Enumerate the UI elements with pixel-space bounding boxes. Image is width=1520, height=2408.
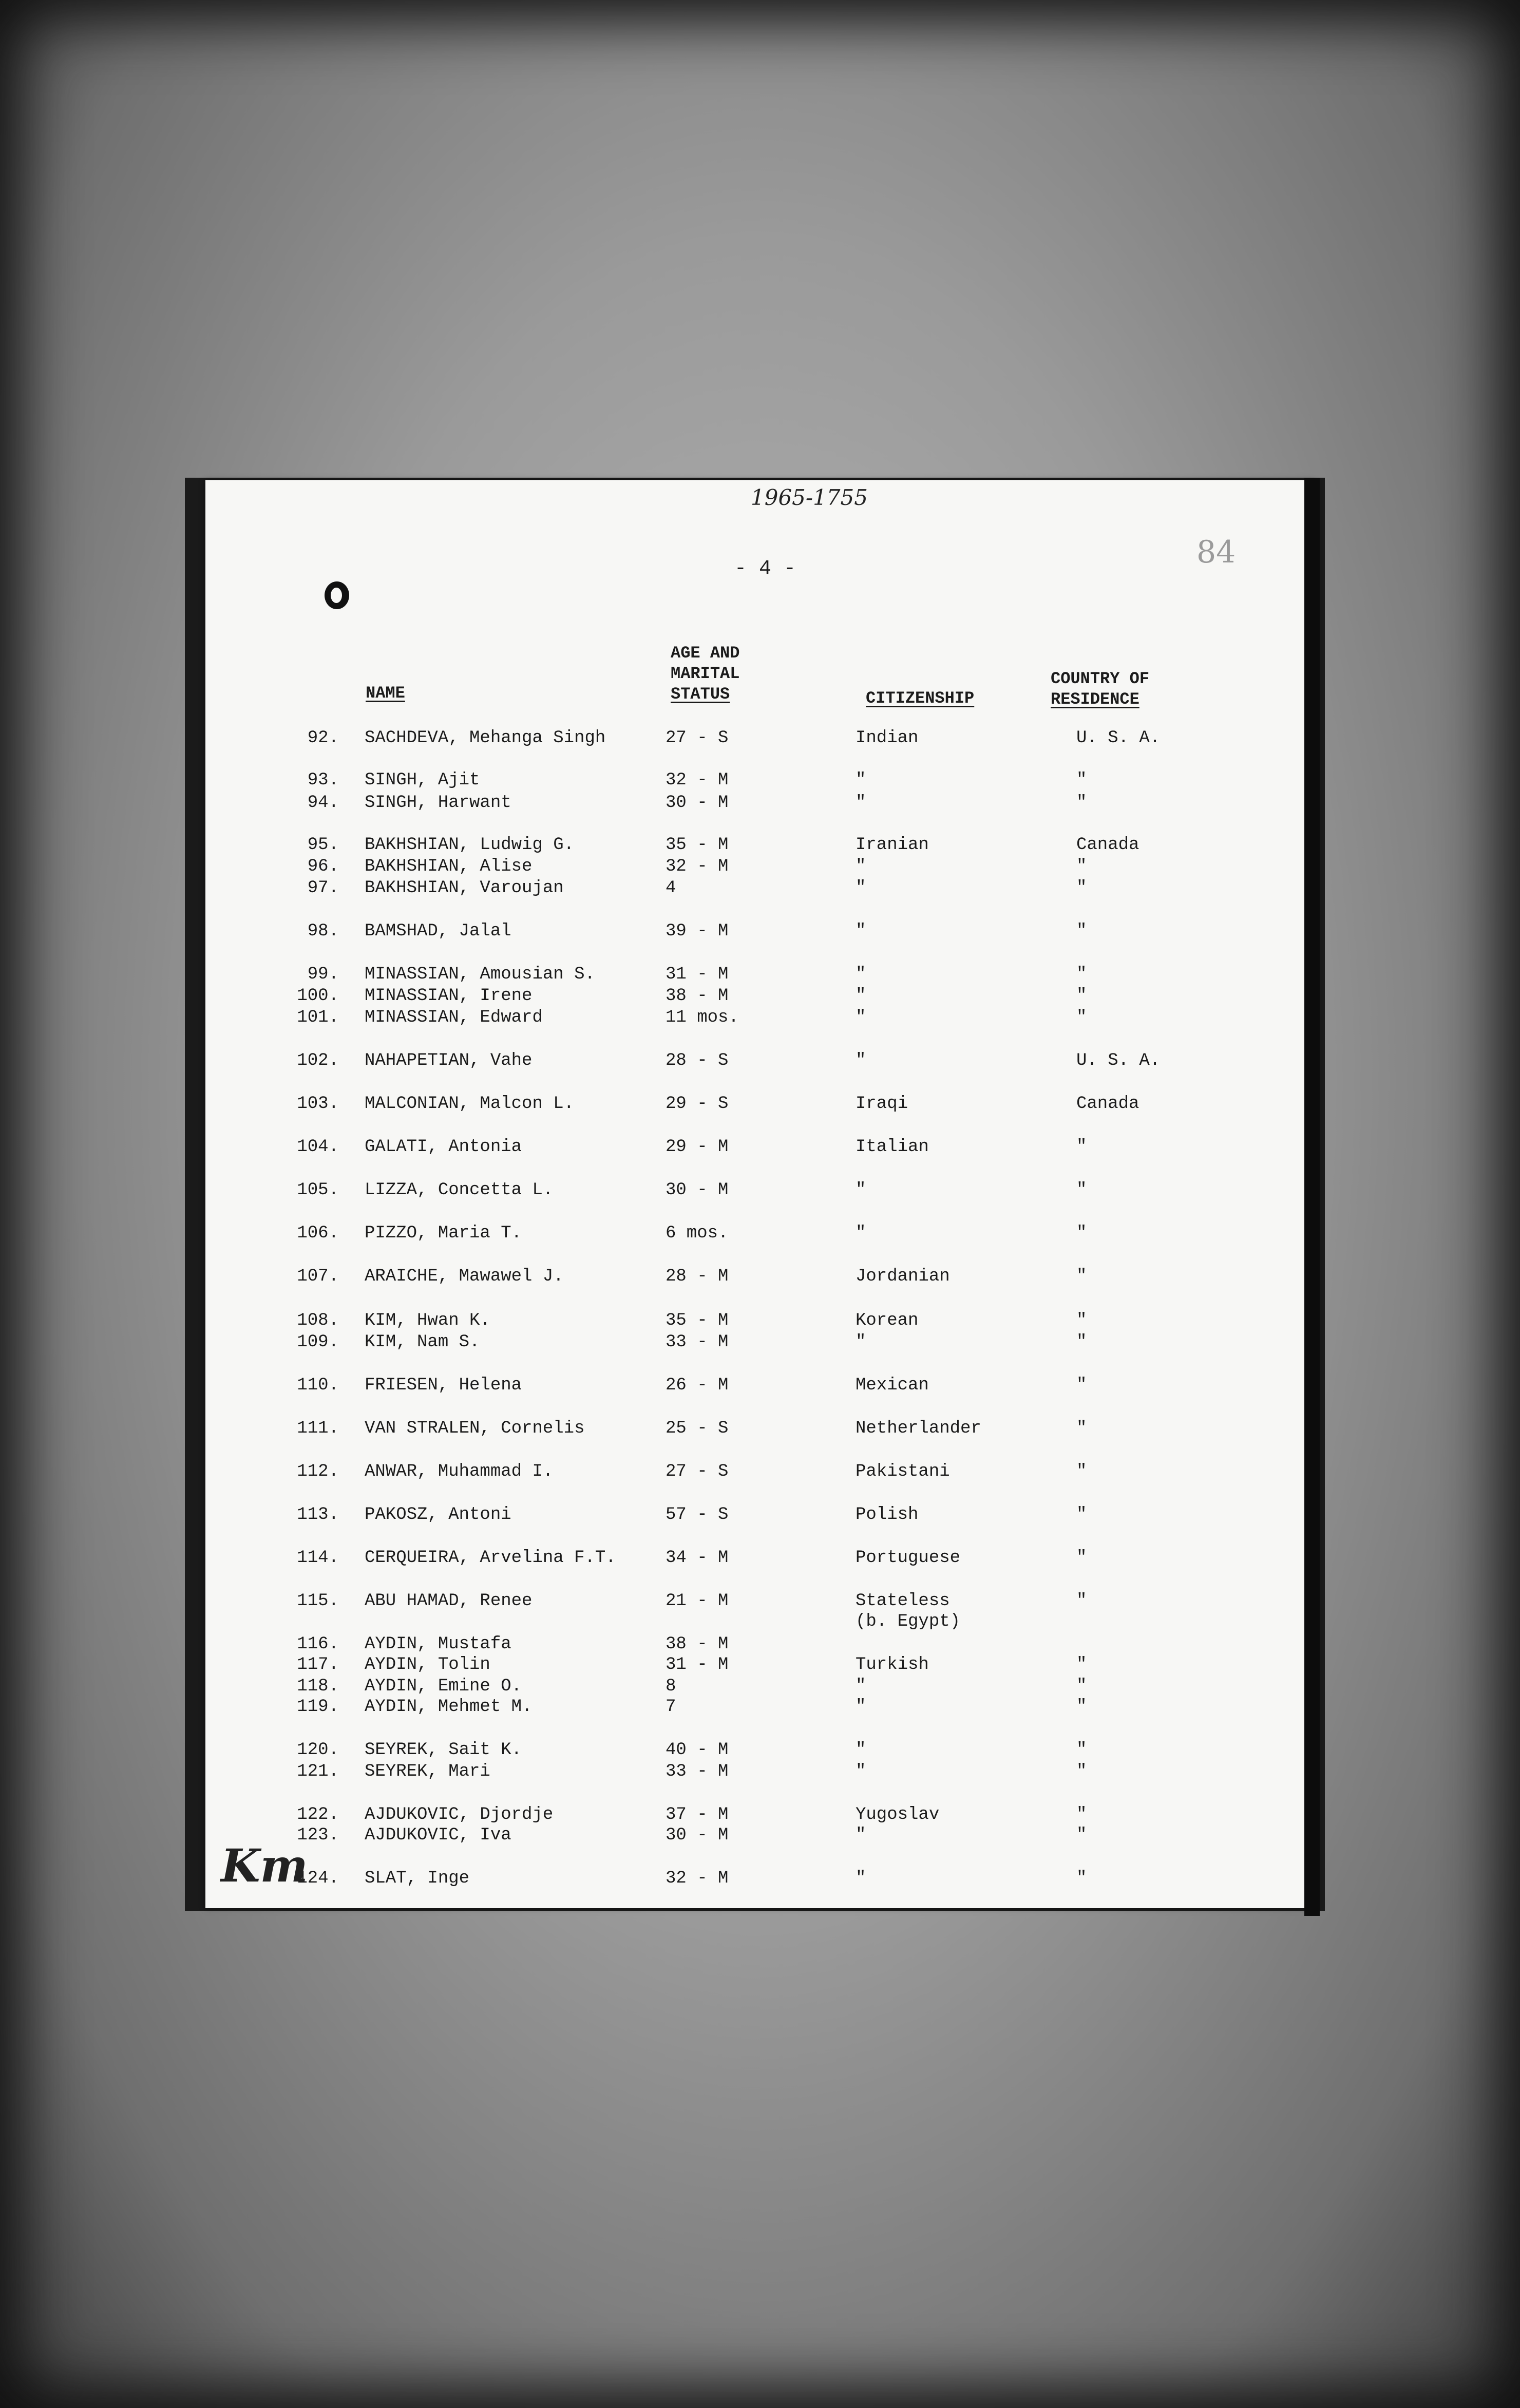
cell-res: ": [1076, 1419, 1087, 1438]
cell-age: 8: [666, 1677, 676, 1696]
cell-age: 27 - S: [666, 728, 729, 748]
handwritten-top-note: 1965-1755: [751, 485, 868, 510]
table-row: [0, 1052, 1520, 1073]
col-header-citizenship: CITIZENSHIP: [866, 689, 975, 708]
cell-age: 35 - M: [666, 1311, 729, 1330]
cell-cit: ": [856, 1869, 866, 1888]
col-header-age-1: AGE AND: [671, 644, 740, 663]
cell-res: ": [1076, 1332, 1087, 1352]
cell-res: ": [1076, 1224, 1087, 1243]
cell-res: ": [1076, 1697, 1087, 1717]
cell-cit: ": [856, 1224, 866, 1243]
cell-name: AYDIN, Tolin: [365, 1655, 490, 1675]
cell-res: ": [1076, 770, 1087, 790]
table-row: [0, 1138, 1520, 1159]
cell-num: 121.: [297, 1762, 339, 1781]
cell-num: 94.: [307, 793, 339, 813]
table-row: [0, 1592, 1520, 1613]
cell-num: 98.: [307, 921, 339, 941]
cell-name: FRIESEN, Helena: [365, 1376, 522, 1395]
table-row: [0, 1506, 1520, 1527]
cell-res: Canada: [1076, 1094, 1139, 1114]
table-row: [0, 1549, 1520, 1570]
cell-age: 38 - M: [666, 1634, 729, 1654]
table-row: [0, 1806, 1520, 1827]
cell-cit: ": [856, 1740, 866, 1760]
col-header-residence-2: RESIDENCE: [1051, 690, 1139, 709]
col-header-age-2: MARITAL: [671, 664, 740, 683]
cell-num: 116.: [297, 1634, 339, 1654]
table-row: [0, 858, 1520, 878]
cell-age: 33 - M: [666, 1762, 729, 1781]
cell-age: 30 - M: [666, 1826, 729, 1845]
cell-age: 31 - M: [666, 965, 729, 984]
cell-res: ": [1076, 1591, 1087, 1611]
cell-num: 109.: [297, 1332, 339, 1352]
cell-res: ": [1076, 1869, 1087, 1888]
cell-cit: ": [856, 986, 866, 1006]
cell-res: ": [1076, 986, 1087, 1006]
cell-res: ": [1076, 921, 1087, 941]
table-row: [0, 1312, 1520, 1332]
cell-name: BAMSHAD, Jalal: [365, 921, 511, 941]
cell-name: KIM, Hwan K.: [365, 1311, 490, 1330]
cell-num: 102.: [297, 1051, 339, 1070]
cell-name: MINASSIAN, Amousian S.: [365, 965, 595, 984]
table-row: [0, 879, 1520, 900]
cell-name: ANWAR, Muhammad I.: [365, 1462, 554, 1481]
cell-res: ": [1076, 1805, 1087, 1824]
table-row: [0, 1095, 1520, 1116]
stamp-number: 84: [1196, 534, 1236, 570]
cell-name: NAHAPETIAN, Vahe: [365, 1051, 533, 1070]
cell-name: SEYREK, Mari: [365, 1762, 490, 1781]
cell-age: 26 - M: [666, 1376, 729, 1395]
cell-cit: ": [856, 1677, 866, 1696]
cell-name: VAN STRALEN, Cornelis: [365, 1419, 585, 1438]
cell-cit: ": [856, 1826, 866, 1845]
cell-age: 30 - M: [666, 1180, 729, 1200]
cell-name: MINASSIAN, Irene: [365, 986, 533, 1006]
cell-num: 104.: [297, 1137, 339, 1157]
cell-name: GALATI, Antonia: [365, 1137, 522, 1157]
cell-name: KIM, Nam S.: [365, 1332, 480, 1352]
cell-res: ": [1076, 1655, 1087, 1675]
cell-cit: Portuguese: [856, 1548, 961, 1568]
table-row: [0, 1741, 1520, 1762]
cell-res: ": [1076, 1267, 1087, 1286]
cell-res: U. S. A.: [1076, 1051, 1161, 1070]
cell-age: 11 mos.: [666, 1008, 739, 1027]
table-row: [0, 1698, 1520, 1719]
table-row: [0, 966, 1520, 986]
cell-res: ": [1076, 1008, 1087, 1027]
cell-cit: ": [856, 1008, 866, 1027]
cell-num: 101.: [297, 1008, 339, 1027]
cell-res: ": [1076, 1376, 1087, 1395]
cell-cit: ": [856, 857, 866, 876]
cell-name: SEYREK, Sait K.: [365, 1740, 522, 1760]
cell-num: 103.: [297, 1094, 339, 1114]
cell-res: U. S. A.: [1076, 728, 1161, 748]
cell-cit: Mexican: [856, 1376, 929, 1395]
cell-num: 118.: [297, 1677, 339, 1696]
col-header-name: NAME: [366, 684, 405, 703]
cell-name: CERQUEIRA, Arvelina F.T.: [365, 1548, 616, 1568]
cell-res: ": [1076, 965, 1087, 984]
cell-name: LIZZA, Concetta L.: [365, 1180, 554, 1200]
cell-age: 37 - M: [666, 1805, 729, 1824]
cell-num: 96.: [307, 857, 339, 876]
cell-age: 35 - M: [666, 835, 729, 855]
col-header-age-3: STATUS: [671, 685, 730, 704]
cell-cit: Italian: [856, 1137, 929, 1157]
table-row: [0, 1225, 1520, 1245]
cell-num: 97.: [307, 878, 339, 898]
page-number: - 4 -: [734, 557, 796, 580]
cell-cit: ": [856, 1051, 866, 1070]
cell-num: 114.: [297, 1548, 339, 1568]
cell-name: MALCONIAN, Malcon L.: [365, 1094, 575, 1114]
table-row: [0, 836, 1520, 857]
table-row: [0, 794, 1520, 815]
cell-num: 110.: [297, 1376, 339, 1395]
cell-name: MINASSIAN, Edward: [365, 1008, 543, 1027]
cell-cit: ": [856, 1332, 866, 1352]
cell-num: 92.: [307, 728, 339, 748]
cell-num: 115.: [297, 1591, 339, 1611]
cell-age: 32 - M: [666, 770, 729, 790]
cell-age: 21 - M: [666, 1591, 729, 1611]
cell-cit: Polish: [856, 1505, 919, 1525]
cell-res: Canada: [1076, 835, 1139, 855]
table-row: [0, 1420, 1520, 1440]
cell-name: BAKHSHIAN, Ludwig G.: [365, 835, 575, 855]
cell-cit: ": [856, 921, 866, 941]
cell-name: BAKHSHIAN, Alise: [365, 857, 533, 876]
cell-cit: ": [856, 770, 866, 790]
cell-age: 34 - M: [666, 1548, 729, 1568]
cell-cit: Jordanian: [856, 1267, 950, 1286]
cell-num: 122.: [297, 1805, 339, 1824]
cell-age: 25 - S: [666, 1419, 729, 1438]
cell-num: 124.: [297, 1869, 339, 1888]
cell-num: 99.: [307, 965, 339, 984]
table-row: [0, 1181, 1520, 1202]
table-row: [0, 1763, 1520, 1783]
cell-num: 100.: [297, 986, 339, 1006]
cell-cit: Netherlander: [856, 1419, 981, 1438]
table-row: [0, 1009, 1520, 1029]
table-row: [0, 1333, 1520, 1354]
cell-res: ": [1076, 878, 1087, 898]
table-row: [0, 1268, 1520, 1288]
cell-age: 57 - S: [666, 1505, 729, 1525]
cell-cit: Iraqi: [856, 1094, 908, 1114]
table-row: [0, 1678, 1520, 1698]
table-row: [0, 729, 1520, 750]
cell-age: 40 - M: [666, 1740, 729, 1760]
cell-cit: Turkish: [856, 1655, 929, 1675]
handwritten-initials: Km: [221, 1839, 308, 1892]
cell-name: SINGH, Ajit: [365, 770, 480, 790]
cell-num: 105.: [297, 1180, 339, 1200]
cell-age: 28 - S: [666, 1051, 729, 1070]
table-row: [0, 1656, 1520, 1677]
table-row: [0, 923, 1520, 943]
cell-cit: Pakistani: [856, 1462, 950, 1481]
cell-cit: (b. Egypt): [856, 1612, 961, 1631]
cell-res: ": [1076, 793, 1087, 813]
cell-res: ": [1076, 857, 1087, 876]
cell-cit: ": [856, 878, 866, 898]
cell-age: 29 - M: [666, 1137, 729, 1157]
cell-num: 93.: [307, 770, 339, 790]
cell-res: ": [1076, 1826, 1087, 1845]
cell-age: 32 - M: [666, 1869, 729, 1888]
table-row: [0, 1377, 1520, 1397]
cell-cit: ": [856, 1697, 866, 1717]
cell-age: 38 - M: [666, 986, 729, 1006]
cell-cit: ": [856, 1762, 866, 1781]
cell-name: ARAICHE, Mawawel J.: [365, 1267, 564, 1286]
cell-age: 29 - S: [666, 1094, 729, 1114]
cell-res: ": [1076, 1311, 1087, 1330]
cell-cit: Yugoslav: [856, 1805, 940, 1824]
cell-cit: ": [856, 1180, 866, 1200]
cell-res: ": [1076, 1740, 1087, 1760]
cell-age: 4: [666, 878, 676, 898]
cell-res: ": [1076, 1548, 1087, 1568]
cell-cit: Stateless: [856, 1591, 950, 1611]
cell-name: BAKHSHIAN, Varoujan: [365, 878, 564, 898]
cell-name: SACHDEVA, Mehanga Singh: [365, 728, 606, 748]
cell-age: 32 - M: [666, 857, 729, 876]
cell-num: 111.: [297, 1419, 339, 1438]
cell-num: 120.: [297, 1740, 339, 1760]
cell-cit: ": [856, 965, 866, 984]
cell-age: 27 - S: [666, 1462, 729, 1481]
cell-res: ": [1076, 1677, 1087, 1696]
cell-age: 39 - M: [666, 921, 729, 941]
cell-name: SINGH, Harwant: [365, 793, 511, 813]
cell-cit: ": [856, 793, 866, 813]
cell-name: PAKOSZ, Antoni: [365, 1505, 511, 1525]
cell-name: AYDIN, Emine O.: [365, 1677, 522, 1696]
cell-name: PIZZO, Maria T.: [365, 1224, 522, 1243]
col-header-residence-1: COUNTRY OF: [1051, 669, 1150, 688]
cell-res: ": [1076, 1462, 1087, 1481]
cell-num: 123.: [297, 1826, 339, 1845]
cell-num: 117.: [297, 1655, 339, 1675]
cell-num: 108.: [297, 1311, 339, 1330]
cell-age: 31 - M: [666, 1655, 729, 1675]
cell-res: ": [1076, 1762, 1087, 1781]
cell-name: AYDIN, Mustafa: [365, 1634, 511, 1654]
cell-age: 7: [666, 1697, 676, 1717]
cell-num: 119.: [297, 1697, 339, 1717]
cell-age: 30 - M: [666, 793, 729, 813]
cell-age: 6 mos.: [666, 1224, 729, 1243]
cell-name: ABU HAMAD, Renee: [365, 1591, 533, 1611]
cell-name: SLAT, Inge: [365, 1869, 470, 1888]
cell-cit: Iranian: [856, 835, 929, 855]
table-row: [0, 987, 1520, 1008]
table-row: [0, 772, 1520, 792]
cell-res: ": [1076, 1137, 1087, 1157]
cell-num: 112.: [297, 1462, 339, 1481]
cell-num: 107.: [297, 1267, 339, 1286]
punch-hole: [325, 581, 349, 609]
cell-age: 33 - M: [666, 1332, 729, 1352]
table-row: [0, 1613, 1520, 1633]
cell-res: ": [1076, 1505, 1087, 1525]
cell-num: 106.: [297, 1224, 339, 1243]
cell-cit: Korean: [856, 1311, 919, 1330]
table-row: [0, 1463, 1520, 1483]
cell-res: ": [1076, 1180, 1087, 1200]
cell-name: AJDUKOVIC, Iva: [365, 1826, 511, 1845]
cell-name: AYDIN, Mehmet M.: [365, 1697, 533, 1717]
cell-name: AJDUKOVIC, Djordje: [365, 1805, 554, 1824]
cell-num: 113.: [297, 1505, 339, 1525]
cell-age: 28 - M: [666, 1267, 729, 1286]
table-row: [0, 1635, 1520, 1656]
cell-num: 95.: [307, 835, 339, 855]
cell-cit: Indian: [856, 728, 919, 748]
